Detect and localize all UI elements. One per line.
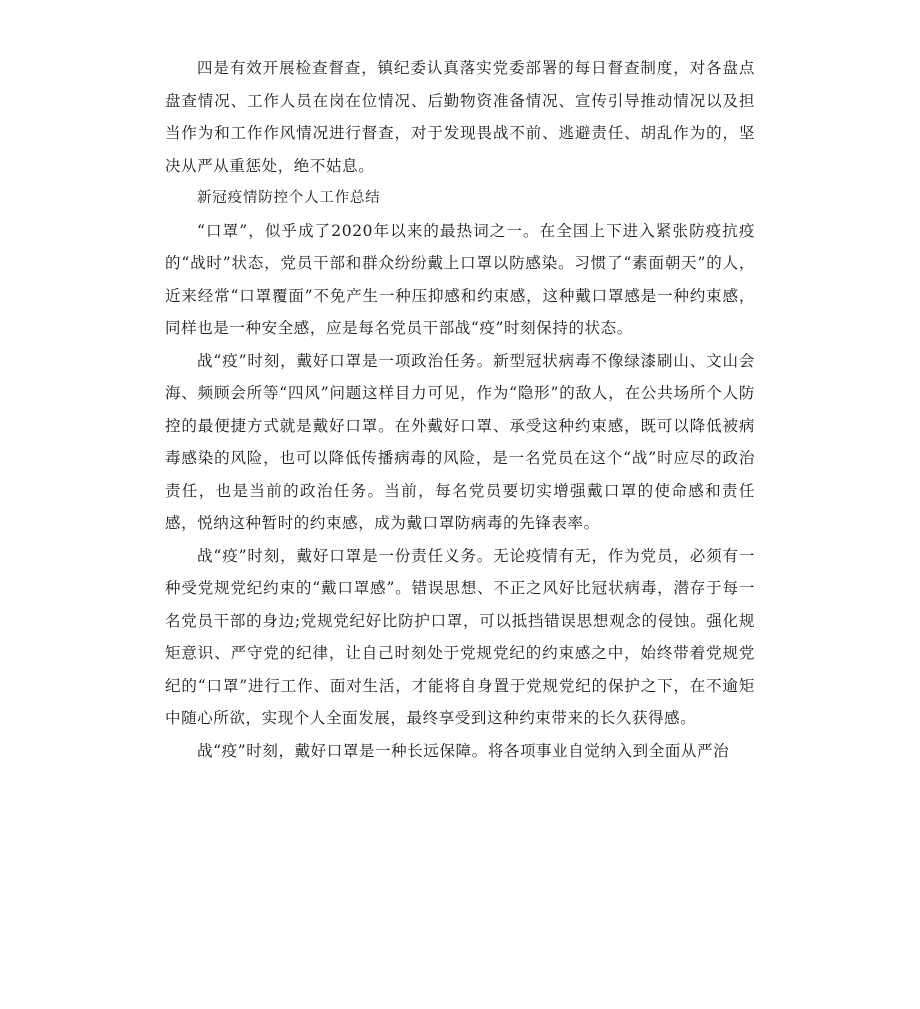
paragraph-long-term: 战“疫”时刻，戴好口罩是一种长远保障。将各项事业自觉纳入到全面从严治 <box>197 741 730 760</box>
document-body <box>165 52 755 767</box>
paragraph-political-task: 战“疫”时刻，戴好口罩是一项政治任务。新型冠状病毒不像绿漆刷山、文山会海、频顾会所等“四风”问题这样目力可见，作为“隐形”的敌人，在公共场所个人防控的最便捷方式就是戴好口罩。在外戴好口罩、承受这种约束感，既可以降低被病毒感染的风险，也可以降低传播病毒的风险，是一名党员在这个“战”时应尽的政治责任，也是当前的政治任务。当前，每名党员要切实增强戴口罩的使命感和责任感，悦纳这种暂时的约束感，成为戴口罩防病毒的先锋表率。 <box>165 351 755 532</box>
section-heading: 新冠疫情防控个人工作总结 <box>197 190 381 206</box>
paragraph-responsibility: 战“疫”时刻，戴好口罩是一份责任义务。无论疫情有无，作为党员，必须有一种受党规党纪约束的“戴口罩感”。错误思想、不正之风好比冠状病毒，潜存于每一名党员干部的身边;党规党纪好比防护口罩，可以抵挡错误思想观念的侵蚀。强化规矩意识、严守党的纪律，让自己时刻处于党规党纪的约束感之中，始终带着党规党纪的“口罩”进行工作、面对生活，才能将自身置于党规党纪的保护之下，在不逾矩中随心所欲，实现个人全面发展，最终享受到这种约束带来的长久获得感。 <box>165 546 755 727</box>
paragraph-inspection: 四是有效开展检查督查，镇纪委认真落实党委部署的每日督查制度，对各盘点盘查情况、工作人员在岗在位情况、后勤物资准备情况、宣传引导推动情况以及担当作为和工作作风情况进行督查，对于发现畏战不前、逃避责任、胡乱作为的，坚决从严从重惩处，绝不姑息。 <box>165 59 755 175</box>
paragraph-mask-intro: “口罩”，似乎成了2020年以来的最热词之一。在全国上下进入紧张防疫抗疫的“战时”状态，党员干部和群众纷纷戴上口罩以防感染。习惯了“素面朝天”的人，近来经常“口罩覆面”不免产生一种压抑感和约束感，这种戴口罩感是一种约束感，同样也是一种安全感，应是每名党员干部战“疫”时刻保持的状态。 <box>165 221 755 337</box>
